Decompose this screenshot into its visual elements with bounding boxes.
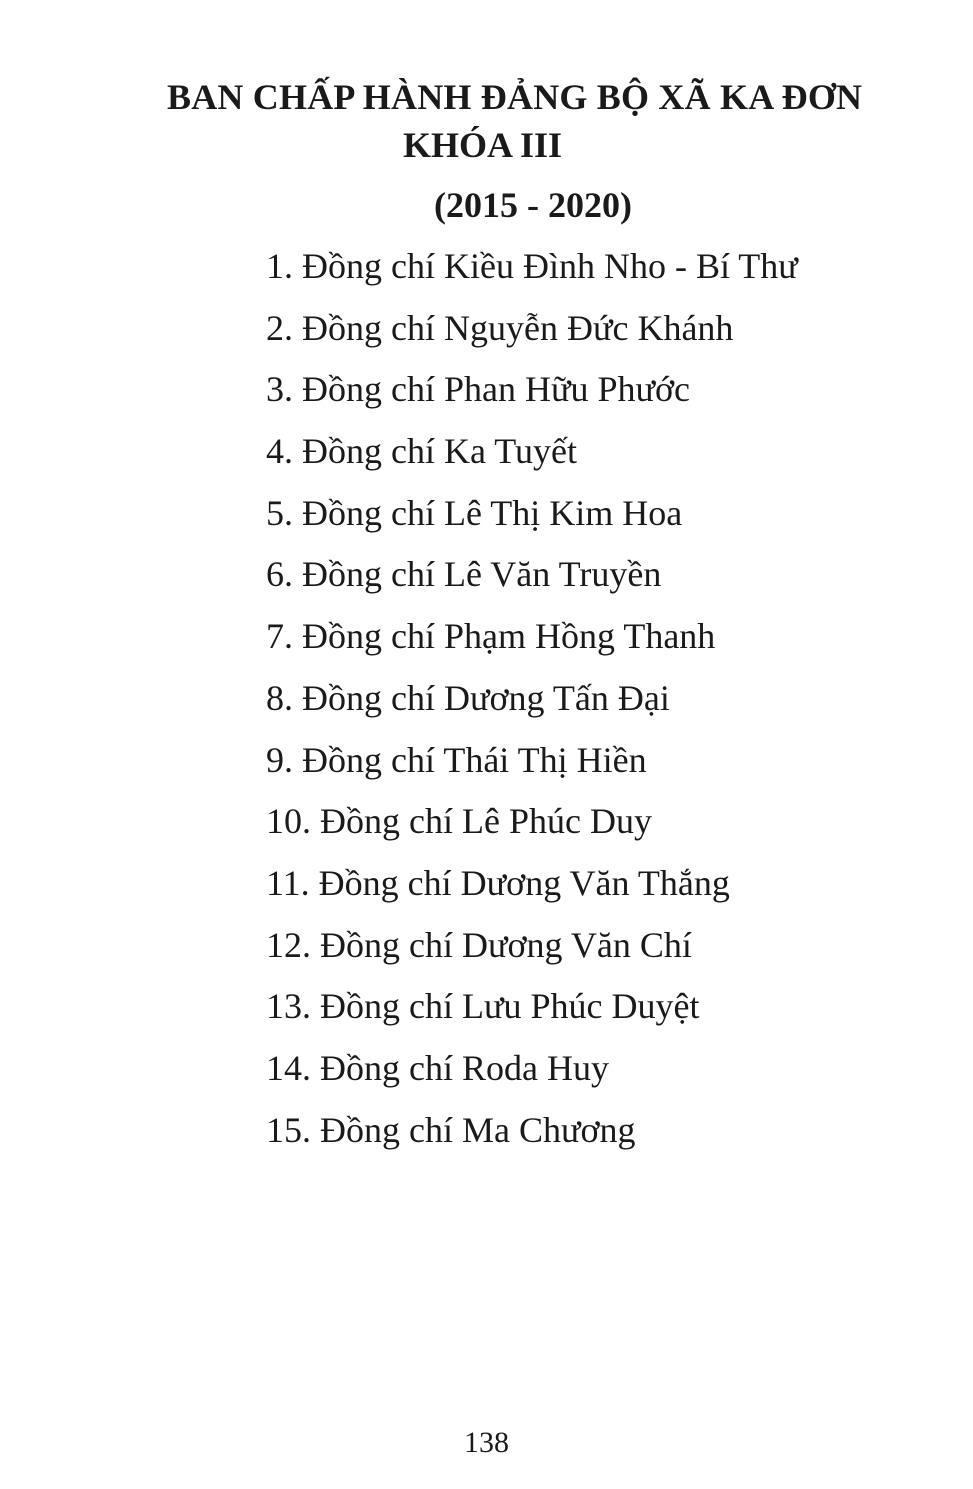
list-item-number: 9. <box>266 739 293 780</box>
list-item <box>266 488 798 550</box>
list-item <box>266 426 798 488</box>
list-item-text: Đồng chí Dương Văn Thắng <box>318 862 730 903</box>
list-item-text: Đồng chí Kiều Đình Nho - Bí Thư <box>302 246 798 286</box>
heading-term: KHÓA III <box>403 125 563 165</box>
list-item-number: 14. <box>266 1047 311 1088</box>
list-item-text: Đồng chí Dương Tấn Đại <box>302 677 670 718</box>
list-item-number: 12. <box>266 924 311 965</box>
list-item-text: Đồng chí Ma Chương <box>320 1109 636 1150</box>
list-item <box>266 858 798 920</box>
list-item-text: Đồng chí Ka Tuyết <box>302 431 578 472</box>
list-item <box>266 1043 798 1105</box>
list-item-text: Đồng chí Lê Phúc Duy <box>320 801 652 842</box>
list-item <box>266 1105 798 1167</box>
list-item-text: Đồng chí Dương Văn Chí <box>320 924 692 965</box>
list-item-number: 3. <box>266 369 293 410</box>
list-item <box>266 673 798 735</box>
heading-title: BAN CHẤP HÀNH ĐẢNG BỘ XÃ KA ĐƠN <box>167 77 863 117</box>
list-item-number: 7. <box>266 616 293 657</box>
list-item-text: Đồng chí Thái Thị Hiền <box>302 739 647 780</box>
list-item-text: Đồng chí Lưu Phúc Duyệt <box>320 986 700 1027</box>
list-item-number: 15. <box>266 1109 311 1150</box>
list-item-number: 2. <box>266 307 293 348</box>
list-item <box>266 241 798 303</box>
list-item-text: Đồng chí Lê Văn Truyền <box>302 554 662 595</box>
list-item-number: 11. <box>266 862 310 903</box>
page-number: 138 <box>464 1426 509 1459</box>
list-item-number: 8. <box>266 677 293 718</box>
list-item-number: 4. <box>266 431 293 472</box>
list-item-text: Đồng chí Phan Hữu Phước <box>302 369 691 410</box>
list-item-number: 1. <box>266 246 293 286</box>
list-item <box>266 364 798 426</box>
list-item-number: 5. <box>266 492 293 533</box>
member-list <box>266 241 798 1166</box>
list-item-text: Đồng chí Phạm Hồng Thanh <box>302 616 716 657</box>
list-item-text: Đồng chí Nguyễn Đức Khánh <box>302 307 734 348</box>
list-item-number: 10. <box>266 801 311 842</box>
list-item <box>266 796 798 858</box>
list-item <box>266 981 798 1043</box>
list-item <box>266 303 798 365</box>
list-item-number: 6. <box>266 554 293 595</box>
list-item-number: 13. <box>266 986 311 1027</box>
list-item <box>266 735 798 797</box>
list-item-text: Đồng chí Roda Huy <box>320 1047 609 1088</box>
list-item-text: Đồng chí Lê Thị Kim Hoa <box>302 492 683 533</box>
list-item <box>266 549 798 611</box>
list-item <box>266 611 798 673</box>
heading-years: (2015 - 2020) <box>434 185 632 225</box>
list-item <box>266 920 798 982</box>
